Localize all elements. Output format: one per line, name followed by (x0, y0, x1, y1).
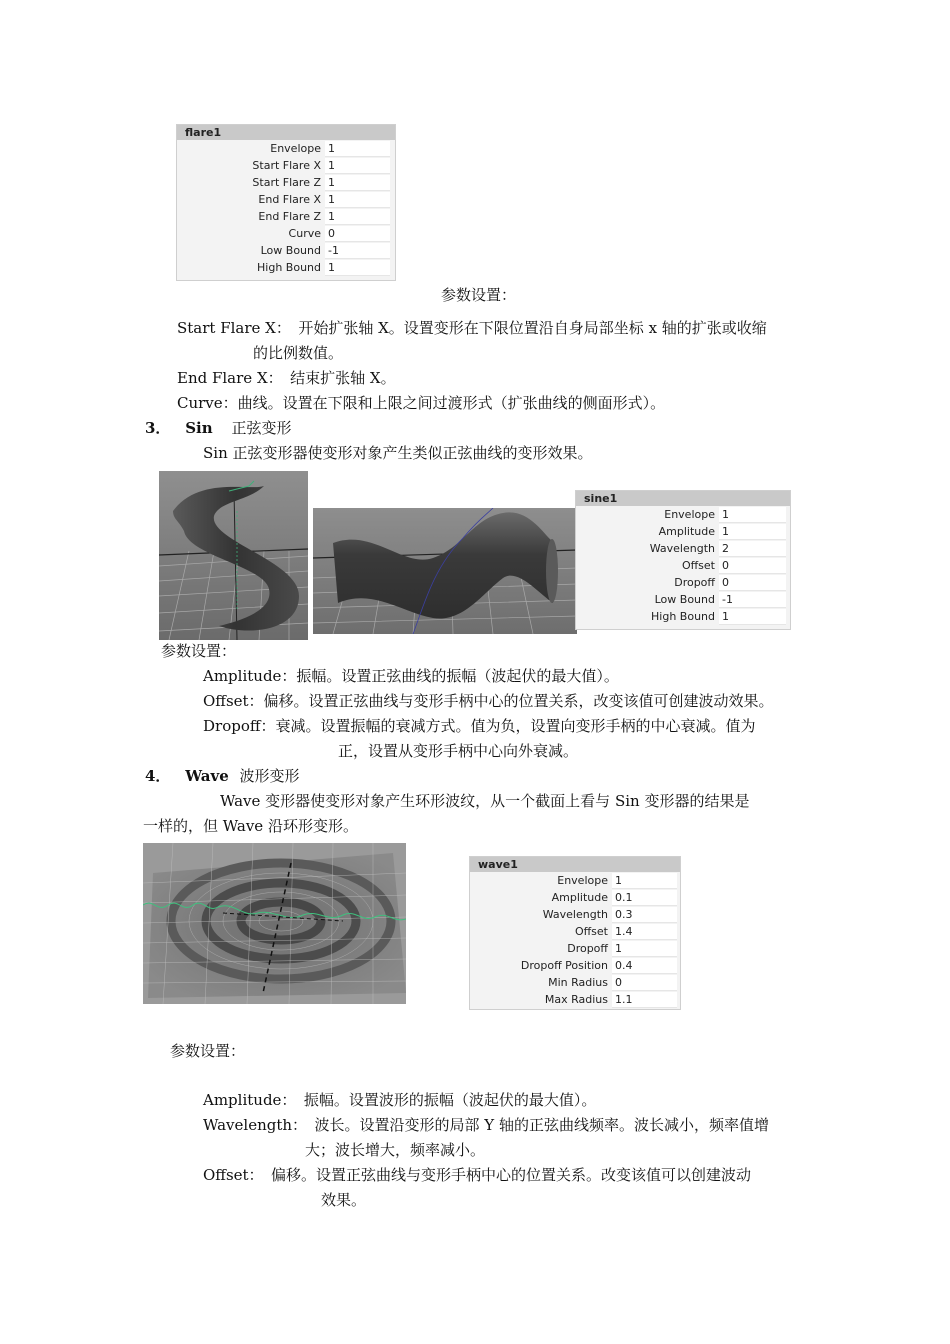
attribute-label: Wavelength (542, 908, 608, 921)
attribute-value-field[interactable]: 1 (325, 175, 390, 191)
attribute-row (470, 906, 680, 923)
attribute-row (576, 557, 790, 574)
attribute-value-field[interactable]: 1 (612, 941, 677, 957)
attribute-label: Amplitude (658, 525, 715, 538)
param-curve: Curve：曲线。设置在下限和上限之间过渡形式（扩张曲线的侧面形式）。 (177, 394, 666, 412)
panel-rows (576, 506, 790, 625)
attribute-row (177, 208, 395, 225)
attribute-label: Envelope (270, 142, 321, 155)
param-start-flare-x-cont: 的比例数值。 (253, 344, 344, 362)
attribute-label: Wavelength (649, 542, 715, 555)
param-offset: Offset：偏移。设置正弦曲线与变形手柄中心的位置关系，改变该值可创建波动效果。 (203, 692, 774, 710)
section-title: 正弦变形 (231, 419, 292, 437)
attribute-value-field[interactable]: 1 (325, 209, 390, 225)
section-description: Wave 变形器使变形对象产生环形波纹，从一个截面上看与 Sin 变形器的结果是 (220, 792, 750, 810)
attribute-value-field[interactable]: 0 (719, 558, 786, 574)
attribute-label: Start Flare X (252, 159, 321, 172)
section-heading-sin (145, 418, 291, 438)
section-number: 4． (145, 767, 171, 785)
attribute-label: Dropoff (674, 576, 715, 589)
attribute-label: Envelope (664, 508, 715, 521)
attribute-row (576, 591, 790, 608)
attribute-value-field[interactable]: 1 (325, 141, 390, 157)
attribute-label: Min Radius (548, 976, 608, 989)
attribute-value-field[interactable]: 1 (325, 192, 390, 208)
attribute-row (177, 225, 395, 242)
figure-caption: 参数设置： (441, 286, 517, 304)
attribute-label: End Flare X (258, 193, 321, 206)
attribute-label: Offset (574, 925, 608, 938)
attribute-row (576, 574, 790, 591)
param-amplitude: Amplitude： 振幅。设置波形的振幅（波起伏的最大值）。 (203, 1091, 597, 1109)
panel-title: sine1 (576, 491, 790, 506)
attribute-row (177, 259, 395, 276)
section-name: Wave (185, 767, 229, 785)
sine-attribute-panel (575, 490, 791, 630)
attribute-value-field[interactable]: 1 (719, 524, 786, 540)
panel-title: wave1 (470, 857, 680, 872)
attribute-label: Low Bound (654, 593, 715, 606)
param-dropoff-cont: 正，设置从变形手柄中心向外衰减。 (338, 742, 579, 760)
attribute-row (576, 523, 790, 540)
attribute-row (470, 974, 680, 991)
param-offset: Offset： 偏移。设置正弦曲线与变形手柄中心的位置关系。改变该值可以创建波动 (203, 1166, 752, 1184)
panel-rows (177, 140, 395, 276)
sin-deformer-viewport-image-2 (313, 508, 577, 634)
attribute-label: Amplitude (551, 891, 608, 904)
attribute-label: Low Bound (260, 244, 321, 257)
section-description: Sin 正弦变形器使变形对象产生类似正弦曲线的变形效果。 (203, 444, 593, 462)
attribute-label: Curve (288, 227, 321, 240)
attribute-value-field[interactable]: 1 (612, 873, 677, 889)
attribute-value-field[interactable]: 0 (612, 975, 677, 991)
attribute-label: Dropoff Position (520, 959, 608, 972)
attribute-label: High Bound (651, 610, 715, 623)
attribute-value-field[interactable]: 1.4 (612, 924, 677, 940)
panel-title: flare1 (177, 125, 395, 140)
section-heading-wave (145, 766, 300, 786)
figure-caption: 参数设置： (170, 1042, 246, 1060)
attribute-row (470, 957, 680, 974)
section-title: 波形变形 (239, 767, 300, 785)
attribute-value-field[interactable]: 1 (719, 609, 786, 625)
attribute-value-field[interactable]: 1.1 (612, 992, 677, 1008)
attribute-row (470, 991, 680, 1008)
param-start-flare-x: Start Flare X： 开始扩张轴 X。设置变形在下限位置沿自身局部坐标 x 轴的扩张或收缩 (177, 319, 767, 337)
attribute-row (576, 506, 790, 523)
attribute-row (576, 608, 790, 625)
attribute-row (177, 174, 395, 191)
attribute-label: Dropoff (567, 942, 608, 955)
attribute-value-field[interactable]: 2 (719, 541, 786, 557)
sin-deformer-viewport-image-1 (159, 471, 308, 640)
figure-caption: 参数设置： (161, 642, 237, 660)
attribute-row (177, 157, 395, 174)
panel-rows (470, 872, 680, 1008)
attribute-row (470, 889, 680, 906)
attribute-label: End Flare Z (258, 210, 321, 223)
attribute-value-field[interactable]: 0.1 (612, 890, 677, 906)
attribute-row (177, 140, 395, 157)
attribute-label: Envelope (557, 874, 608, 887)
param-wavelength-cont: 大；波长增大，频率减小。 (305, 1141, 486, 1159)
attribute-label: High Bound (257, 261, 321, 274)
flare-attribute-panel (176, 124, 396, 281)
attribute-label: Start Flare Z (252, 176, 321, 189)
attribute-value-field[interactable]: 0 (325, 226, 390, 242)
param-dropoff: Dropoff：衰减。设置振幅的衰减方式。值为负，设置向变形手柄的中心衰减。值为 (203, 717, 756, 735)
attribute-row (177, 191, 395, 208)
attribute-value-field[interactable]: 1 (719, 507, 786, 523)
attribute-value-field[interactable]: 0.3 (612, 907, 677, 923)
attribute-label: Offset (681, 559, 715, 572)
attribute-label: Max Radius (544, 993, 608, 1006)
attribute-row (470, 940, 680, 957)
attribute-value-field[interactable]: -1 (325, 243, 390, 259)
attribute-value-field[interactable]: 0 (719, 575, 786, 591)
param-offset-cont: 效果。 (321, 1191, 367, 1209)
attribute-row (470, 872, 680, 889)
attribute-value-field[interactable]: 1 (325, 260, 390, 276)
attribute-value-field[interactable]: -1 (719, 592, 786, 608)
attribute-value-field[interactable]: 0.4 (612, 958, 677, 974)
section-name: Sin (185, 419, 213, 437)
attribute-row (470, 923, 680, 940)
attribute-row (576, 540, 790, 557)
param-wavelength: Wavelength： 波长。设置沿变形的局部 Y 轴的正弦曲线频率。波长减小，频率值增 (203, 1116, 769, 1134)
attribute-value-field[interactable]: 1 (325, 158, 390, 174)
attribute-row (177, 242, 395, 259)
section-description-cont: 一样的，但 Wave 沿环形变形。 (143, 817, 358, 835)
param-end-flare-x: End Flare X： 结束扩张轴 X。 (177, 369, 396, 387)
section-number: 3． (145, 419, 171, 437)
wave-deformer-viewport-image (143, 843, 406, 1004)
param-amplitude: Amplitude：振幅。设置正弦曲线的振幅（波起伏的最大值）。 (203, 667, 619, 685)
wave-attribute-panel (469, 856, 681, 1010)
